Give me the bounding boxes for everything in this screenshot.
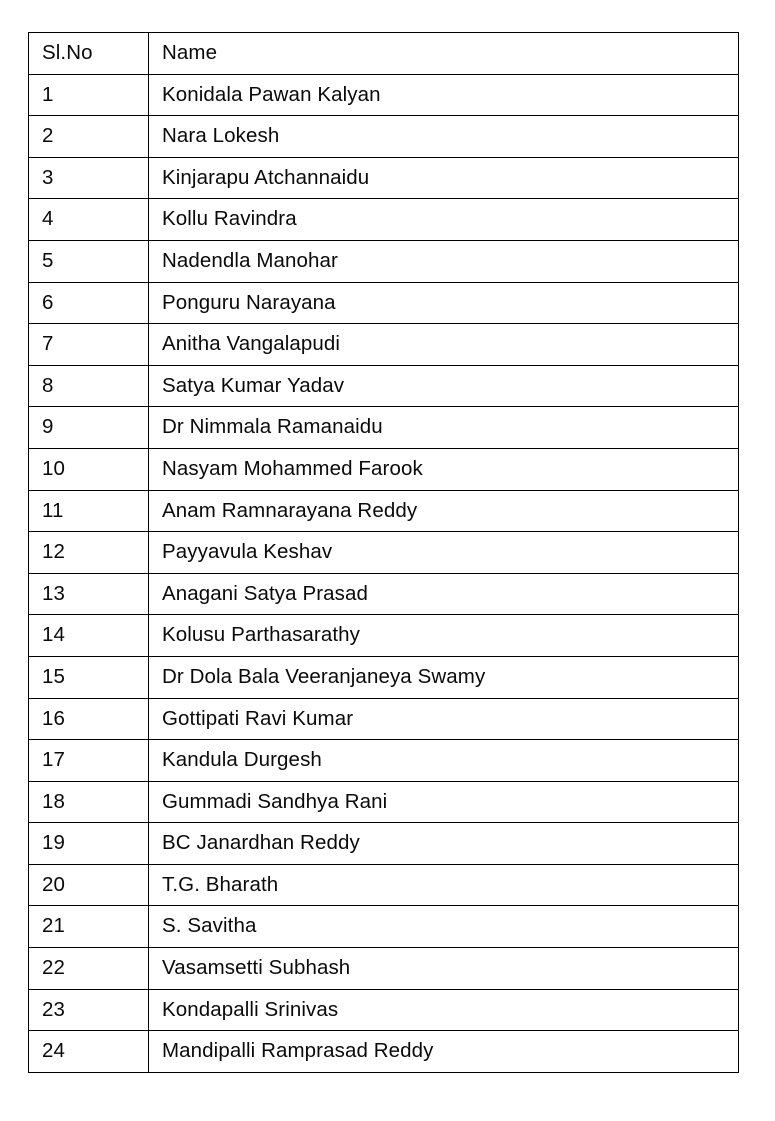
cell-slno: 20 [29, 864, 149, 906]
table-row [29, 199, 739, 241]
cell-slno: 21 [29, 906, 149, 948]
cell-slno: 19 [29, 823, 149, 865]
table-row [29, 781, 739, 823]
table-row [29, 157, 739, 199]
table-body [29, 74, 739, 1072]
cell-name: Gummadi Sandhya Rani [149, 781, 739, 823]
cell-name: Satya Kumar Yadav [149, 365, 739, 407]
table-row [29, 823, 739, 865]
cell-slno: 22 [29, 948, 149, 990]
table-header [29, 33, 739, 75]
cell-name: Kolusu Parthasarathy [149, 615, 739, 657]
cell-name: Anitha Vangalapudi [149, 324, 739, 366]
cell-name: BC Janardhan Reddy [149, 823, 739, 865]
table-row [29, 532, 739, 574]
cell-slno: 15 [29, 656, 149, 698]
table-row [29, 448, 739, 490]
cell-slno: 8 [29, 365, 149, 407]
cell-name: Gottipati Ravi Kumar [149, 698, 739, 740]
cell-name: Anam Ramnarayana Reddy [149, 490, 739, 532]
cell-slno: 11 [29, 490, 149, 532]
table-row [29, 989, 739, 1031]
cell-slno: 12 [29, 532, 149, 574]
cell-slno: 14 [29, 615, 149, 657]
cell-name: Dr Nimmala Ramanaidu [149, 407, 739, 449]
cell-name: Kinjarapu Atchannaidu [149, 157, 739, 199]
table-row [29, 740, 739, 782]
names-table [28, 32, 739, 1073]
cell-slno: 7 [29, 324, 149, 366]
cell-slno: 13 [29, 573, 149, 615]
table-header-row [29, 33, 739, 75]
table-row [29, 906, 739, 948]
table-row [29, 573, 739, 615]
column-header-name: Name [149, 33, 739, 75]
cell-slno: 3 [29, 157, 149, 199]
cell-name: Vasamsetti Subhash [149, 948, 739, 990]
cell-slno: 9 [29, 407, 149, 449]
cell-name: S. Savitha [149, 906, 739, 948]
cell-name: Kondapalli Srinivas [149, 989, 739, 1031]
table-row [29, 365, 739, 407]
cell-name: Kollu Ravindra [149, 199, 739, 241]
cell-name: Nara Lokesh [149, 116, 739, 158]
cell-slno: 2 [29, 116, 149, 158]
cell-name: Ponguru Narayana [149, 282, 739, 324]
cell-name: Nasyam Mohammed Farook [149, 448, 739, 490]
table-row [29, 948, 739, 990]
cell-name: Dr Dola Bala Veeranjaneya Swamy [149, 656, 739, 698]
cell-name: Payyavula Keshav [149, 532, 739, 574]
cell-name: Konidala Pawan Kalyan [149, 74, 739, 116]
column-header-slno: Sl.No [29, 33, 149, 75]
table-row [29, 116, 739, 158]
cell-slno: 17 [29, 740, 149, 782]
cell-slno: 6 [29, 282, 149, 324]
cell-name: Anagani Satya Prasad [149, 573, 739, 615]
cell-slno: 24 [29, 1031, 149, 1073]
cell-slno: 16 [29, 698, 149, 740]
table-row [29, 74, 739, 116]
cell-name: T.G. Bharath [149, 864, 739, 906]
table-row [29, 324, 739, 366]
cell-name: Kandula Durgesh [149, 740, 739, 782]
cell-slno: 18 [29, 781, 149, 823]
cell-name: Nadendla Manohar [149, 240, 739, 282]
table-row [29, 490, 739, 532]
cell-name: Mandipalli Ramprasad Reddy [149, 1031, 739, 1073]
table-row [29, 240, 739, 282]
table-row [29, 1031, 739, 1073]
table-row [29, 698, 739, 740]
table-row [29, 864, 739, 906]
cell-slno: 10 [29, 448, 149, 490]
cell-slno: 1 [29, 74, 149, 116]
cell-slno: 23 [29, 989, 149, 1031]
cell-slno: 4 [29, 199, 149, 241]
cell-slno: 5 [29, 240, 149, 282]
table-row [29, 282, 739, 324]
table-row [29, 615, 739, 657]
table-row [29, 656, 739, 698]
table-row [29, 407, 739, 449]
